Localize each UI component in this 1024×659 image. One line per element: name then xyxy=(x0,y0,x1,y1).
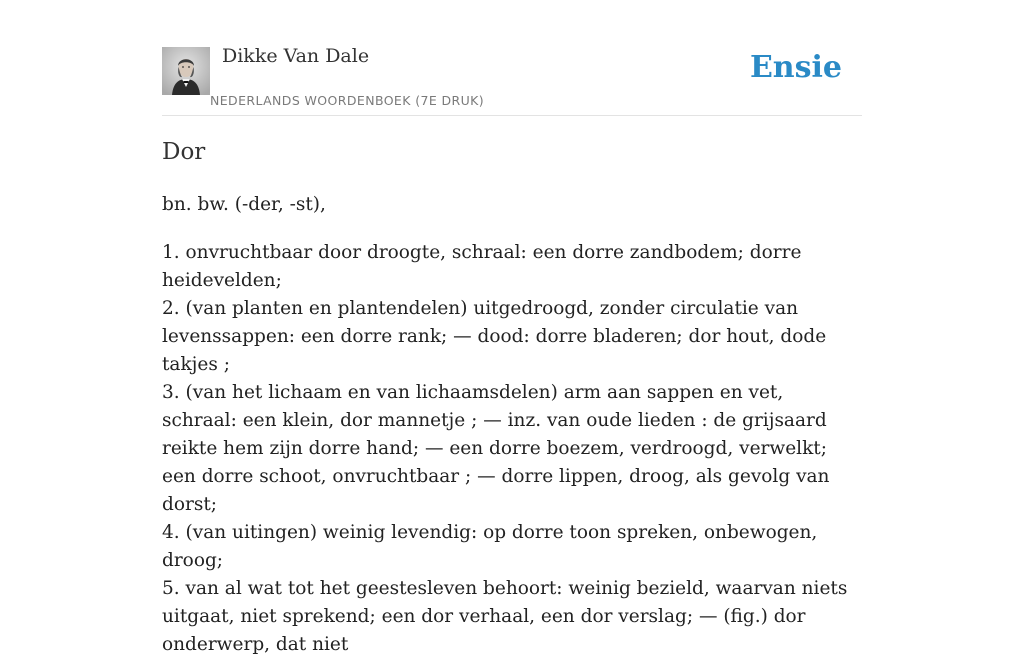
portrait-icon xyxy=(162,47,210,95)
author-avatar[interactable] xyxy=(162,47,210,95)
source-subtitle[interactable]: NEDERLANDS WOORDENBOEK (7E DRUK) xyxy=(210,93,485,108)
definition-item: 4. (van uitingen) weinig levendig: op dorre toon spreken, onbewogen, droog; xyxy=(162,522,818,571)
page xyxy=(162,0,862,655)
definition-item: 1. onvruchtbaar door droogte, schraal: een dorre zandbodem; dorre heidevelden; xyxy=(162,242,802,291)
author-name[interactable]: Dikke Van Dale xyxy=(222,45,370,67)
grammar-info: bn. bw. (-der, -st), xyxy=(162,194,326,215)
definition-list xyxy=(162,239,862,659)
entry-title: Dor xyxy=(162,139,206,165)
definition-item: 5. van al wat tot het geestesleven behoort: weinig bezield, waarvan niets uitgaat, niet sprekend; een dor verhaal, een dor verslag; — (fig.) dor onderwerp, dat niet xyxy=(162,578,848,655)
definition-item: 2. (van planten en plantendelen) uitgedroogd, zonder circulatie van levenssappen: een dorre rank; — dood: dorre bladeren; dor hout, dode takjes ; xyxy=(162,298,827,375)
definition-item: 3. (van het lichaam en van lichaamsdelen) arm aan sappen en vet, schraal: een klein, dor mannetje ; — inz. van oude lieden : de grijsaard reikte hem zijn dorre hand; — een dorre boezem, verdroogd, verwelkt; een dorre schoot, onvruchtbaar ; — dorre lippen, droog, als gevolg van dorst; xyxy=(162,382,830,515)
ensie-logo[interactable]: Ensie xyxy=(749,50,842,85)
header xyxy=(162,0,862,116)
